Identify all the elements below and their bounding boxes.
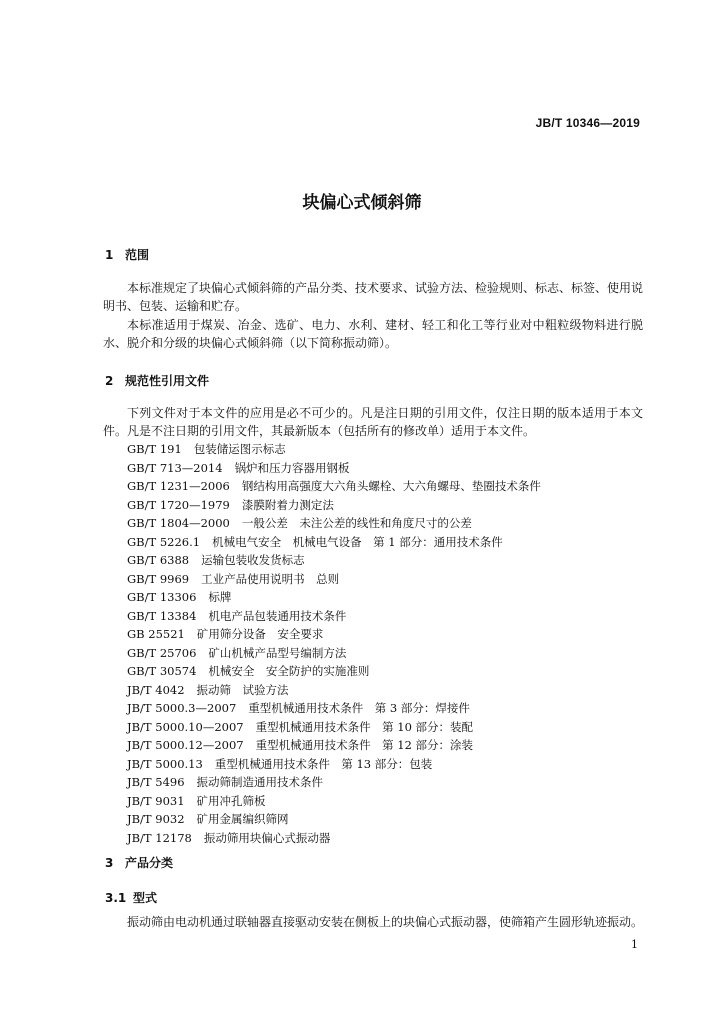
reference-title: 标牌 <box>208 590 232 604</box>
reference-item <box>127 607 541 626</box>
reference-item <box>127 662 541 681</box>
reference-code: JB/T 9031 <box>127 793 185 808</box>
reference-title: 振动筛用块偏心式振动器 <box>203 830 331 845</box>
section-title: 产品分类 <box>125 856 174 870</box>
reference-item <box>127 681 541 700</box>
reference-title: 矿山机械产品型号编制方法 <box>208 645 347 660</box>
reference-title: 重型机械通用技术条件 第 3 部分：焊接件 <box>248 701 470 715</box>
reference-title: 包装储运图示标志 <box>193 442 286 456</box>
reference-title: 重型机械通用技术条件 第 10 部分：装配 <box>255 719 474 734</box>
section-3-1-paragraph: 振动筛由电动机通过联轴器直接驱动安装在侧板上的块偏心式振动器，使筛箱产生圆形轨迹振动。 <box>127 915 644 929</box>
reference-title: 矿用筛分设备 安全要求 <box>196 627 324 641</box>
reference-code: JB/T 5000.3—2007 <box>127 701 237 715</box>
reference-title: 漆膜附着力测定法 <box>241 497 334 512</box>
section-number: 3 <box>105 856 114 870</box>
reference-code: GB/T 191 <box>127 442 182 456</box>
reference-item <box>127 755 541 774</box>
reference-code: GB/T 1720—1979 <box>127 497 230 512</box>
reference-code: GB/T 9969 <box>127 571 190 586</box>
section-number: 2 <box>105 374 114 388</box>
reference-title: 重型机械通用技术条件 第 12 部分：涂装 <box>255 738 474 752</box>
reference-code: GB/T 25706 <box>127 645 197 660</box>
reference-title: 一般公差 未注公差的线性和角度尺寸的公差 <box>241 516 472 530</box>
reference-code: GB 25521 <box>127 627 185 641</box>
standard-code: JB/T 10346—2019 <box>535 116 640 130</box>
section-1-paragraph-2: 本标准适用于煤炭、冶金、选矿、电力、水利、建材、轻工和化工等行业对中粗粒级物料进行脱水、脱介和分级的块偏心式倾斜筛（以下简称振动筛）。 <box>103 318 643 350</box>
reference-title: 工业产品使用说明书 总则 <box>201 571 340 586</box>
reference-item <box>127 440 541 459</box>
reference-code: GB/T 30574 <box>127 664 197 678</box>
reference-item <box>127 496 541 515</box>
subsection-number: 3.1 <box>105 891 127 905</box>
reference-item <box>127 718 541 737</box>
reference-code: GB/T 1804—2000 <box>127 516 230 530</box>
section-1-heading <box>105 246 149 263</box>
section-title: 规范性引用文件 <box>125 374 210 388</box>
reference-item <box>127 533 541 552</box>
reference-code: JB/T 5000.13 <box>127 756 203 771</box>
reference-item <box>127 477 541 496</box>
reference-title: 矿用冲孔筛板 <box>196 793 266 808</box>
normative-reference-list <box>127 440 541 847</box>
reference-code: GB/T 13384 <box>127 608 197 623</box>
reference-title: 钢结构用高强度大六角头螺栓、大六角螺母、垫圈技术条件 <box>241 479 541 493</box>
section-3-1-heading <box>105 889 157 906</box>
reference-item <box>127 570 541 589</box>
reference-item <box>127 699 541 718</box>
reference-item <box>127 625 541 644</box>
reference-code: JB/T 5000.10—2007 <box>127 719 244 734</box>
reference-item <box>127 792 541 811</box>
reference-code: GB/T 5226.1 <box>127 534 201 549</box>
reference-title: 重型机械通用技术条件 第 13 部分：包装 <box>214 756 433 771</box>
reference-code: GB/T 1231—2006 <box>127 479 230 493</box>
reference-title: 振动筛制造通用技术条件 <box>196 775 324 789</box>
section-3-heading <box>105 854 173 871</box>
reference-code: GB/T 713—2014 <box>127 460 223 475</box>
reference-item <box>127 829 541 848</box>
reference-title: 振动筛 试验方法 <box>196 682 289 697</box>
section-title: 范围 <box>125 248 150 262</box>
reference-title: 锅炉和压力容器用钢板 <box>234 460 350 475</box>
reference-item <box>127 736 541 755</box>
section-1-paragraph-1: 本标准规定了块偏心式倾斜筛的产品分类、技术要求、试验方法、检验规则、标志、标签、使用说明书、包装、运输和贮存。 <box>103 281 644 313</box>
section-2-intro: 下列文件对于本文件的应用是必不可少的。凡是注日期的引用文件，仅注日期的版本适用于本文件。凡是不注日期的引用文件，其最新版本（包括所有的修改单）适用于本文件。 <box>103 406 643 438</box>
reference-item <box>127 810 541 829</box>
reference-item <box>127 773 541 792</box>
reference-item <box>127 459 541 478</box>
page-number: 1 <box>631 938 638 951</box>
reference-code: JB/T 9032 <box>127 812 185 826</box>
reference-code: GB/T 13306 <box>127 590 197 604</box>
section-2-heading <box>105 372 209 389</box>
document-title: 块偏心式倾斜筛 <box>302 193 422 213</box>
reference-title: 机电产品包装通用技术条件 <box>208 608 347 623</box>
reference-title: 机械电气安全 机械电气设备 第 1 部分：通用技术条件 <box>212 534 503 549</box>
reference-code: JB/T 4042 <box>127 682 185 697</box>
reference-code: JB/T 5496 <box>127 775 185 789</box>
reference-title: 机械安全 安全防护的实施准则 <box>208 664 370 678</box>
reference-code: GB/T 6388 <box>127 553 190 567</box>
reference-item <box>127 551 541 570</box>
reference-title: 矿用金属编织筛网 <box>196 812 289 826</box>
reference-item <box>127 514 541 533</box>
reference-item <box>127 588 541 607</box>
reference-code: JB/T 5000.12—2007 <box>127 738 244 752</box>
subsection-title: 型式 <box>133 891 158 905</box>
section-number: 1 <box>105 248 114 262</box>
reference-item <box>127 644 541 663</box>
reference-code: JB/T 12178 <box>127 830 192 845</box>
reference-title: 运输包装收发货标志 <box>201 553 305 567</box>
